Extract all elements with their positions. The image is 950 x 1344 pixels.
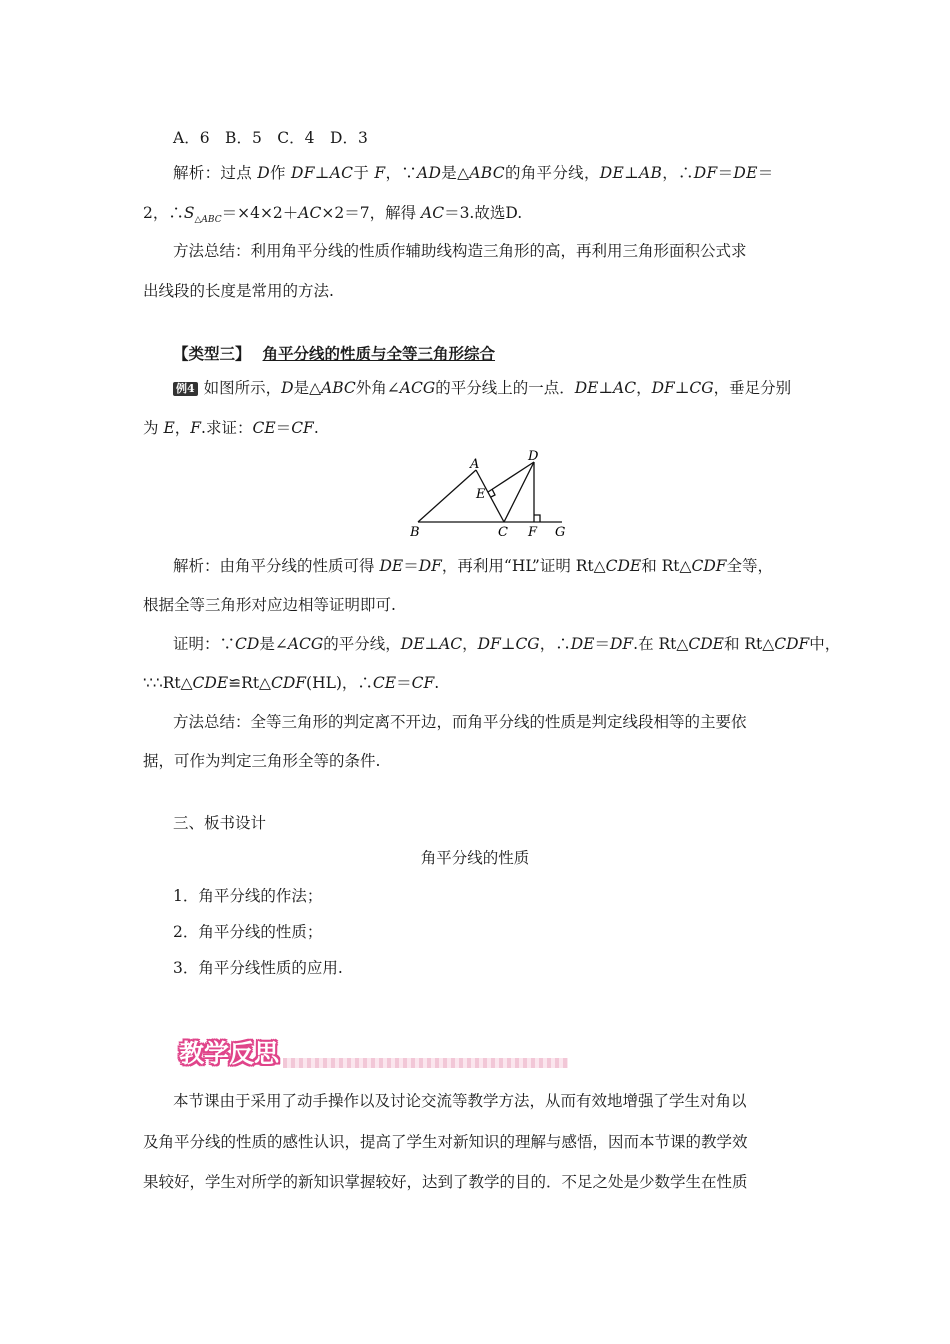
reflection-line-2: 及角平分线的性质的感性认识，提高了学生对新知识的理解与感悟，因而本节课的教学效 [143,1133,748,1151]
label-F: F [528,525,538,540]
board-title: 角平分线的性质 [420,849,530,867]
label-B: B [410,525,420,540]
geometry-figure [410,448,580,540]
right-angle-F [534,515,540,522]
board-item-3: 3．角平分线性质的应用. [173,959,343,977]
example-badge: 例4 [173,382,198,396]
reflection-banner [173,1032,568,1070]
answer-choices: A．6 B．5 C．4 D．3 [173,129,368,147]
reflection-banner-text: 教学反思 [179,1039,280,1068]
method-summary-2-line-1: 方法总结：全等三角形的判定离不开边，而角平分线的性质是判定线段相等的主要依 [173,713,747,731]
segment-CD [504,462,534,522]
method-summary-1-line-2: 出线段的长度是常用的方法. [143,282,334,300]
type-3-heading: 【类型三】 角平分线的性质与全等三角形综合 [173,344,496,363]
label-E: E [476,487,486,502]
board-item-1: 1．角平分线的作法； [173,887,323,905]
label-D: D [528,449,539,464]
method-summary-1-line-1: 方法总结：利用角平分线的性质作辅助线构造三角形的高，再利用三角形面积公式求 [173,242,747,260]
segment-BA [418,470,476,522]
board-design-heading: 三、板书设计 [173,814,267,832]
example-4-line-2: 为 E，F.求证：CE＝CF. [143,419,319,437]
method-summary-2-line-2: 据，可作为判定三角形全等的条件. [143,752,381,770]
reflection-line-1: 本节课由于采用了动手操作以及讨论交流等教学方法，从而有效地增强了学生对角以 [173,1092,747,1110]
analysis-2-line-2: 根据全等三角形对应边相等证明即可. [143,596,396,614]
board-item-2: 2．角平分线的性质； [173,923,323,941]
banner-stripe [283,1058,568,1068]
label-A: A [470,457,480,472]
proof-line-1: 证明：∵CD是∠ACG的平分线，DE⊥AC，DF⊥CG，∴DE＝DF.在 Rt△CDE和 Rt△CDF中， [173,635,841,653]
reflection-line-3: 果较好，学生对所学的新知识掌握较好，达到了教学的目的．不足之处是少数学生在性质 [143,1173,748,1191]
analysis-1-line-1: 解析：过点 D作 DF⊥AC于 F，∵AD是△ABC的角平分线，DE⊥AB，∴DF＝DE＝ [173,164,774,182]
example-4-line-1: 例4 如图所示，D是△ABC外角∠ACG的平分线上的一点．DE⊥AC，DF⊥CG，垂足分别 [173,378,791,398]
analysis-1-line-2: 2，$\therefore S_{\triangle ABC}=\times 4\times 2+AC\times 2=7$，解得 AC＝3.故选D. [143,204,523,226]
label-G: G [555,525,566,540]
proof-line-2: ∵∴Rt△CDE≌Rt△CDF(HL)，∴CE＝CF. [143,674,440,692]
analysis-2-line-1: 解析：由角平分线的性质可得 DE＝DF，再利用“HL”证明 Rt△CDE和 Rt△CDF全等， [173,557,774,575]
label-C: C [498,525,508,540]
